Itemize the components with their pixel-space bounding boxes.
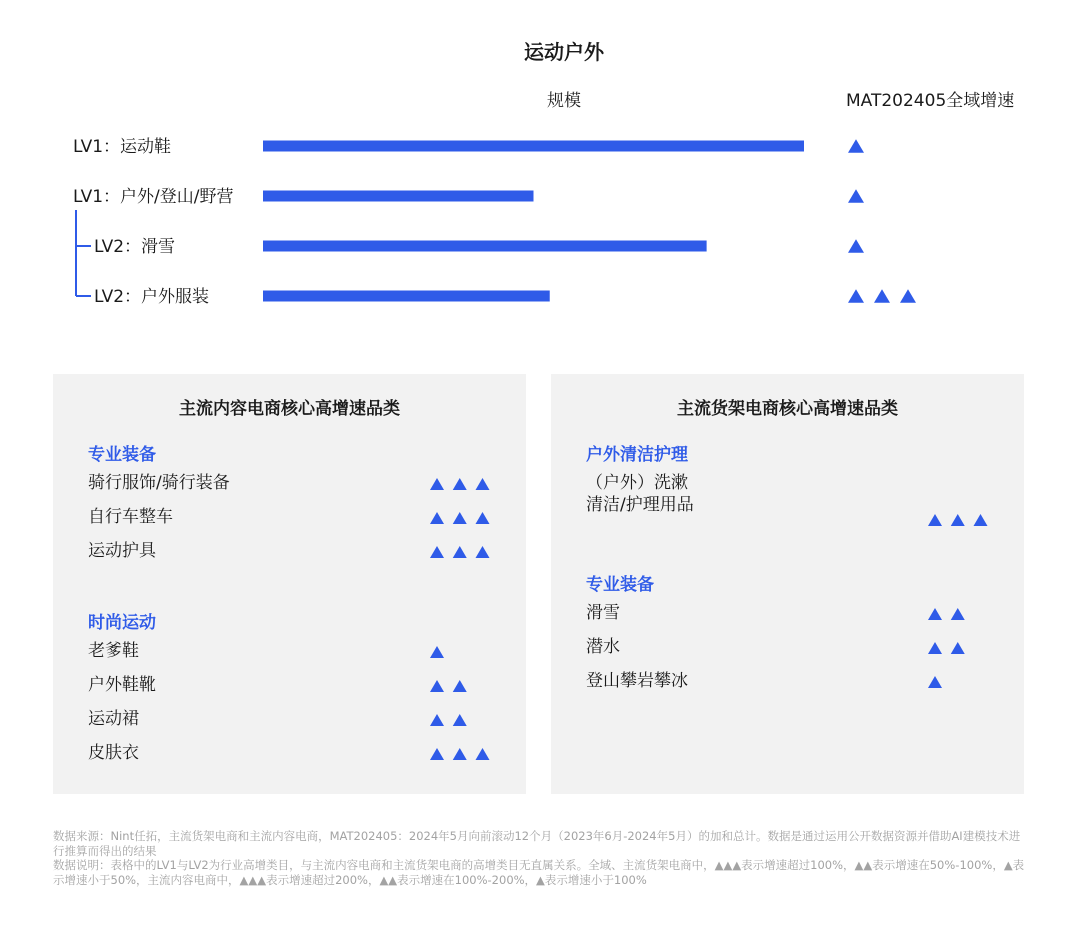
item-growth-triangle-2	[453, 714, 467, 726]
category-item: （户外）洗漱 清洁/护理用品	[586, 473, 694, 515]
growth-indicator	[430, 746, 494, 762]
panel-shelf-ecommerce	[551, 374, 1024, 794]
growth-indicator	[430, 476, 494, 492]
growth-indicator	[928, 640, 992, 656]
bar	[263, 191, 534, 202]
growth-triangle-2	[874, 289, 890, 303]
growth-triangle-1	[848, 189, 864, 203]
growth-triangle-1	[848, 289, 864, 303]
scale-column-header: 规模	[547, 91, 581, 111]
growth-indicator	[430, 544, 494, 560]
item-growth-triangle-1	[430, 714, 444, 726]
growth-indicator	[928, 606, 992, 622]
item-growth-triangle-1	[928, 676, 942, 688]
item-growth-triangle-3	[476, 512, 490, 524]
explanation-note: 数据说明：表格中的LV1与LV2为行业高增类目，与主流内容电商和主流货架电商的高增类目无直属关系。全域、主流货架电商中，▲▲▲表示增速超过100%，▲▲表示增速在50%-100%，▲表示增速小于50%，主流内容电商中，▲▲▲表示增速超过200%，▲▲表示增速在100%-200%，▲表示增速小于100%	[53, 858, 1025, 887]
bar	[263, 241, 707, 252]
group-title: 专业装备	[88, 445, 156, 465]
item-growth-triangle-3	[476, 748, 490, 760]
category-item: 老爹鞋	[88, 641, 139, 661]
row-label: LV1：运动鞋	[73, 137, 172, 157]
item-growth-triangle-2	[453, 478, 467, 490]
source-note: 数据来源：Nint任拓，主流货架电商和主流内容电商，MAT202405：2024年5月向前滚动12个月（2023年6月-2024年5月）的加和总计。数据是通过运用公开数据资源并借助AI建模技术进行推算而得出的结果	[53, 829, 1021, 858]
category-item: 自行车整车	[88, 507, 173, 527]
item-growth-triangle-2	[453, 546, 467, 558]
item-growth-triangle-2	[951, 642, 965, 654]
group-title: 专业装备	[586, 575, 654, 595]
bar	[263, 291, 550, 302]
item-growth-triangle-1	[430, 512, 444, 524]
row-label: LV2：户外服装	[94, 287, 210, 307]
panel-content-ecommerce	[53, 374, 526, 794]
bar-chart	[0, 120, 1080, 320]
item-growth-triangle-2	[453, 748, 467, 760]
growth-indicator	[430, 678, 494, 694]
growth-indicator	[430, 510, 494, 526]
row-label: LV2：滑雪	[94, 237, 176, 257]
growth-indicator	[928, 512, 992, 528]
group-title: 时尚运动	[88, 613, 156, 633]
item-growth-triangle-1	[928, 608, 942, 620]
item-growth-triangle-3	[476, 478, 490, 490]
item-growth-triangle-3	[476, 546, 490, 558]
category-item: 潜水	[586, 637, 620, 657]
category-item: 骑行服饰/骑行装备	[88, 473, 230, 493]
group-title: 户外清洁护理	[586, 445, 688, 465]
category-item: 登山攀岩攀冰	[586, 671, 688, 691]
category-item: 皮肤衣	[88, 743, 139, 763]
bar	[263, 141, 804, 152]
category-item: 户外鞋靴	[88, 675, 156, 695]
item-growth-triangle-2	[951, 514, 965, 526]
category-item: 运动护具	[88, 541, 156, 561]
growth-indicator	[430, 712, 494, 728]
item-growth-triangle-2	[453, 680, 467, 692]
panel-title: 主流内容电商核心高增速品类	[179, 399, 400, 419]
item-growth-triangle-2	[453, 512, 467, 524]
item-growth-triangle-3	[974, 514, 988, 526]
growth-triangle-1	[848, 139, 864, 153]
growth-indicator	[430, 644, 494, 660]
item-growth-triangle-1	[430, 478, 444, 490]
category-item: 运动裙	[88, 709, 139, 729]
growth-column-header: MAT202405全域增速	[846, 91, 1015, 111]
item-growth-triangle-1	[928, 642, 942, 654]
footnotes	[53, 829, 1028, 887]
item-growth-triangle-1	[430, 546, 444, 558]
chart-title: 运动户外	[524, 40, 604, 64]
item-growth-triangle-1	[430, 646, 444, 658]
item-growth-triangle-2	[951, 608, 965, 620]
row-label: LV1：户外/登山/野营	[73, 187, 234, 207]
item-growth-triangle-1	[430, 748, 444, 760]
category-item: 滑雪	[586, 603, 620, 623]
growth-indicator	[928, 674, 992, 690]
growth-triangle-1	[848, 239, 864, 253]
item-growth-triangle-1	[928, 514, 942, 526]
growth-triangle-3	[900, 289, 916, 303]
panel-title: 主流货架电商核心高增速品类	[677, 399, 898, 419]
item-growth-triangle-1	[430, 680, 444, 692]
